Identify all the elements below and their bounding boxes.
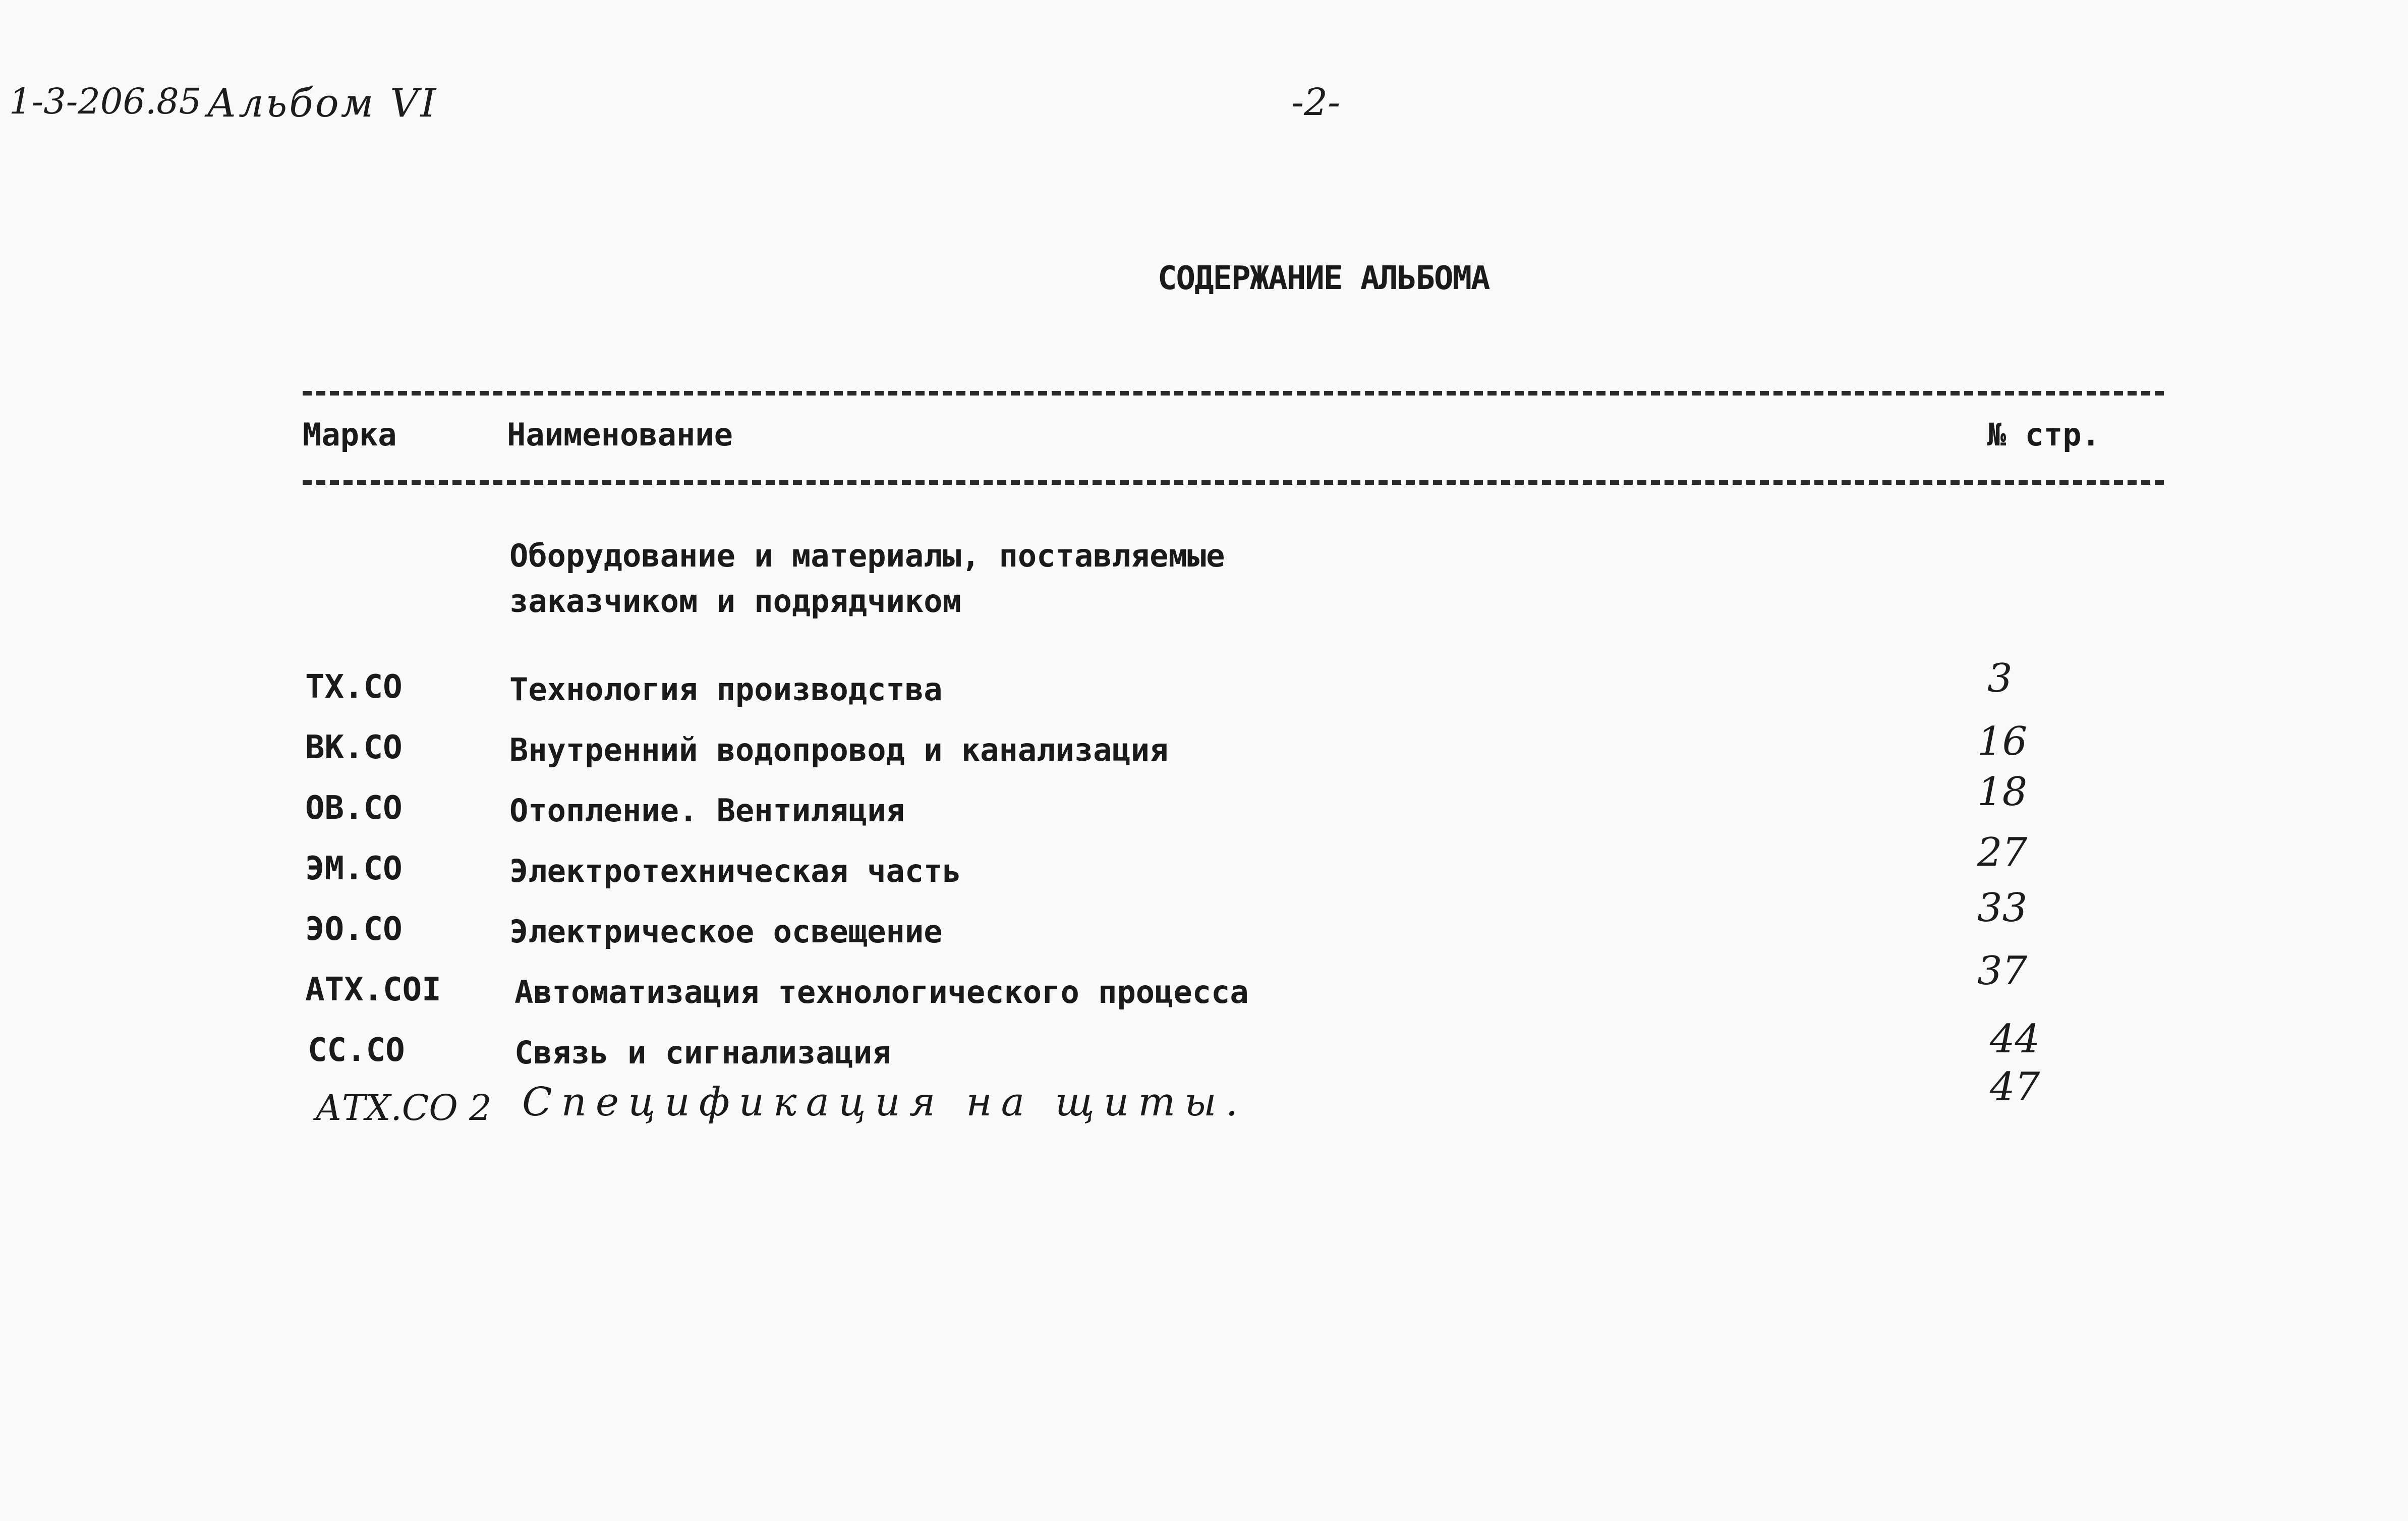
document-code: 1-3-206.85 bbox=[9, 81, 202, 122]
album-label: Альбом VI bbox=[207, 81, 438, 126]
table-row-mark: ЭО.СО bbox=[305, 911, 403, 948]
table-row-mark: ВК.СО bbox=[305, 729, 403, 766]
table-row-name: Внутренний водопровод и канализация bbox=[509, 731, 1169, 768]
page-title: СОДЕРЖАНИЕ АЛЬБОМА bbox=[1158, 260, 1489, 297]
table-row-mark: АТХ.СОI bbox=[305, 971, 441, 1008]
table-rule-bottom bbox=[303, 480, 2164, 485]
table-row-page: 37 bbox=[1977, 948, 2028, 994]
column-header-mark: Марка bbox=[303, 416, 397, 453]
table-row-page: 3 bbox=[1987, 656, 2013, 701]
table-row-mark: ТХ.СО bbox=[305, 668, 403, 706]
table-row-page: 18 bbox=[1977, 769, 2028, 815]
table-row-mark: ОВ.СО bbox=[305, 790, 403, 827]
table-row-page: 27 bbox=[1977, 830, 2028, 875]
table-rule-top bbox=[303, 391, 2164, 396]
table-row-name: Спецификация на щиты. bbox=[522, 1080, 1247, 1125]
column-header-name: Наименование bbox=[507, 416, 733, 453]
page-number: -2- bbox=[1291, 81, 1341, 124]
section-intro-line: Оборудование и материалы, поставляемые bbox=[509, 537, 1225, 574]
table-row-page: 47 bbox=[1990, 1064, 2040, 1110]
table-row-mark: ЭМ.СО bbox=[305, 850, 403, 887]
table-row-page: 16 bbox=[1977, 719, 2028, 764]
table-row-name: Отопление. Вентиляция bbox=[509, 792, 905, 829]
table-row-name: Технология производства bbox=[509, 671, 943, 708]
table-row-name: Электротехническая часть bbox=[509, 853, 961, 889]
table-row-page: 33 bbox=[1977, 885, 2028, 931]
column-header-page: № стр. bbox=[1987, 416, 2100, 453]
section-intro-line: заказчиком и подрядчиком bbox=[509, 583, 961, 619]
table-row-name: Автоматизация технологического процесса bbox=[514, 974, 1249, 1010]
table-row-name: Электрическое освещение bbox=[509, 913, 943, 950]
table-row-name: Связь и сигнализация bbox=[514, 1034, 891, 1071]
table-row-page: 44 bbox=[1990, 1017, 2040, 1062]
table-row-mark: АТХ.СО 2 bbox=[315, 1087, 492, 1129]
table-row-mark: СС.СО bbox=[308, 1032, 405, 1069]
